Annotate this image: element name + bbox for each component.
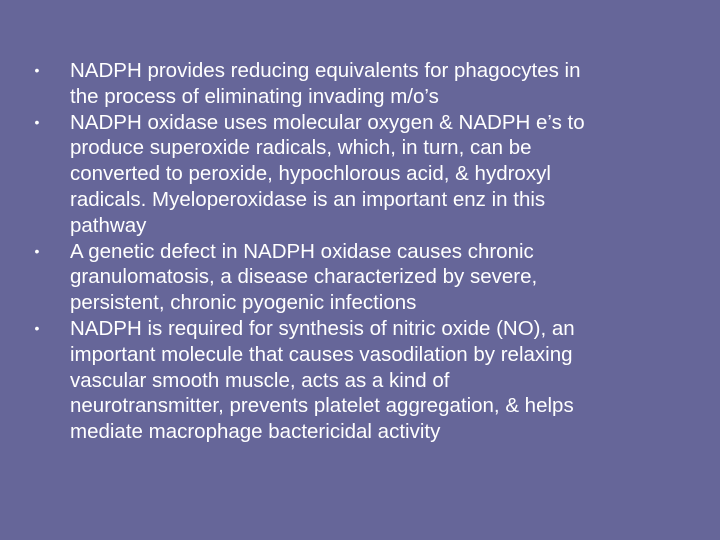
bullet-text-line: important molecule that causes vasodilation by relaxing	[70, 342, 573, 366]
bullet-dot-icon: •	[34, 62, 40, 78]
bullet-item	[30, 58, 690, 110]
bullet-dot-icon: •	[34, 113, 40, 130]
bullet-text-line: NADPH oxidase uses molecular oxygen & NADPH e’s to	[70, 110, 585, 134]
bullet-text-line: vascular smooth muscle, acts as a kind of	[70, 368, 450, 392]
bullet-text-line: NADPH provides reducing equivalents for phagocytes in	[70, 59, 581, 82]
bullet-text-line: pathway	[70, 213, 147, 237]
bullet-text-line: A genetic defect in NADPH oxidase causes chronic	[70, 239, 534, 263]
bullet-text-line: persistent, chronic pyogenic infections	[70, 291, 417, 315]
bullet-dot-icon: •	[34, 319, 40, 336]
bullet-text-line: the process of eliminating invading m/o’s	[70, 84, 439, 108]
bullet-text-line: produce superoxide radicals, which, in turn, can be	[70, 136, 532, 160]
bullet-item	[30, 110, 690, 239]
bullet-item	[30, 239, 690, 316]
bullet-text-line: granulomatosis, a disease characterized by severe,	[70, 265, 538, 289]
bullet-text-line: radicals. Myeloperoxidase is an important enz in this	[70, 187, 546, 211]
bullet-item	[30, 316, 690, 445]
bullet-text-line: mediate macrophage bactericidal activity	[70, 420, 441, 444]
bullet-text-line: neurotransmitter, prevents platelet aggregation, & helps	[70, 394, 574, 418]
bullet-dot-icon: •	[34, 242, 40, 259]
bullet-text-line: NADPH is required for synthesis of nitric oxide (NO), an	[70, 316, 575, 340]
bullet-list	[30, 58, 690, 445]
bullet-text-line: converted to peroxide, hypochlorous acid, & hydroxyl	[70, 162, 551, 186]
